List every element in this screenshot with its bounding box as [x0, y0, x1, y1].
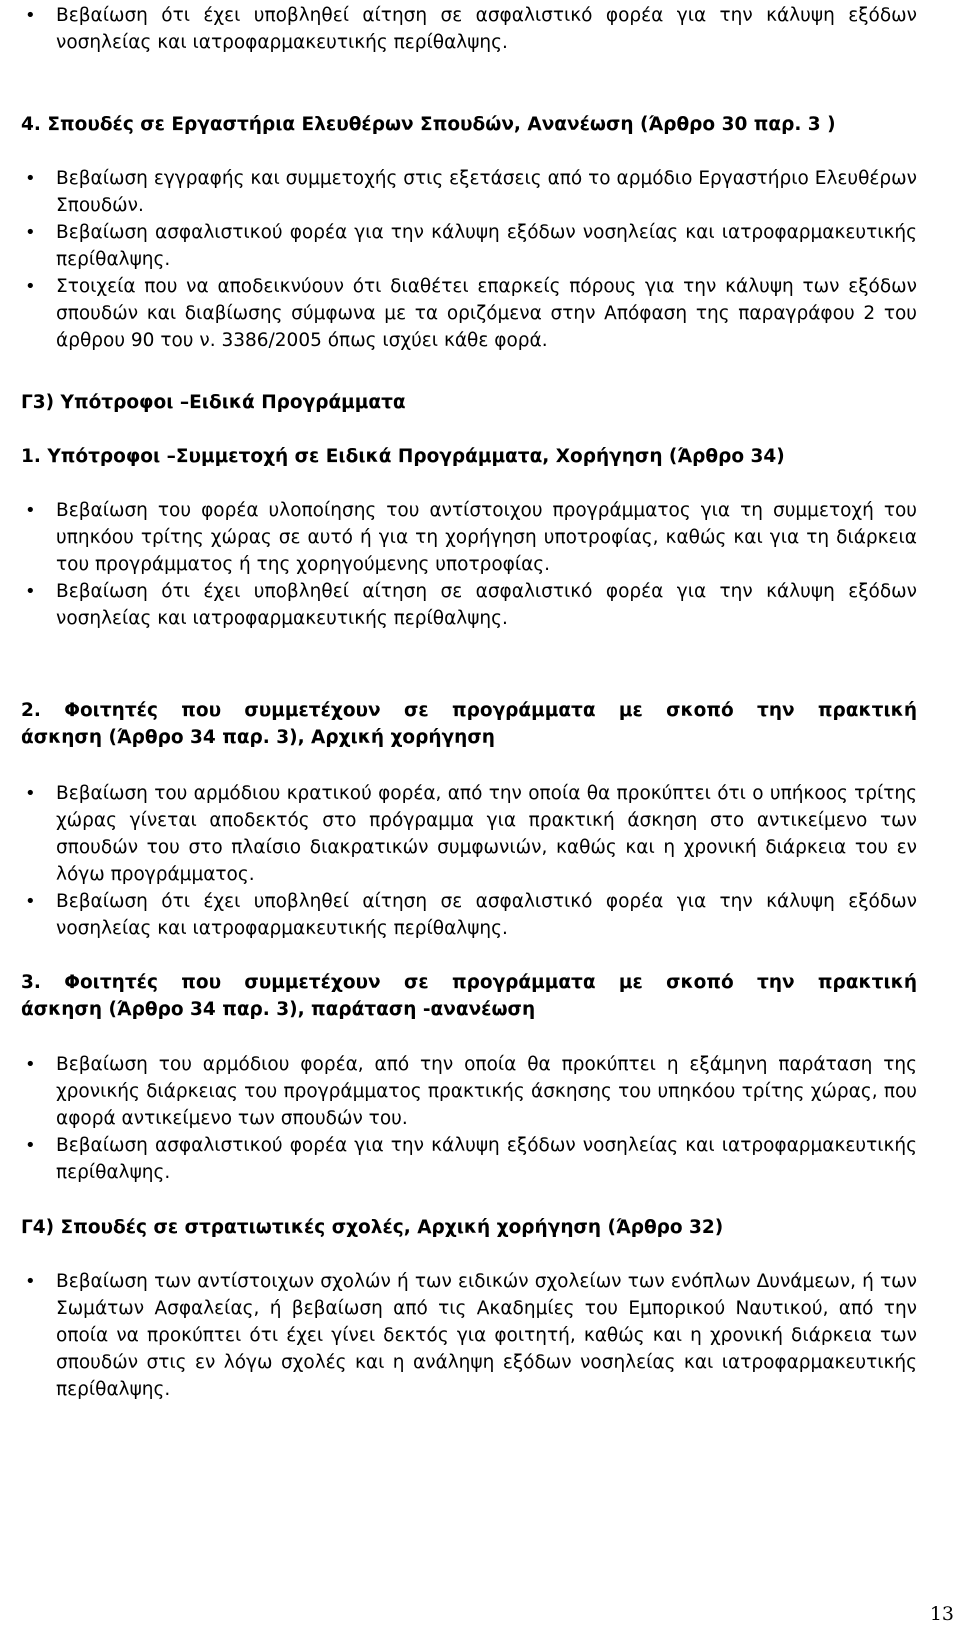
list-item: • Στοιχεία που να αποδεικνύουν ότι διαθέτει επαρκείς πόρους για την κάλυψη των εξόδων σπουδών και διαβίωσης σύμφωνα με τα οριζόμενα στην Απόφαση της παραγράφου 2 του άρθρου 90 του ν. 3386/2005 όπως ισχύει κάθε φορά. [21, 273, 917, 354]
list-item: • Βεβαίωση ότι έχει υποβληθεί αίτηση σε ασφαλιστικό φορέα για την κάλυψη εξόδων νοσηλείας και ιατροφαρμακευτικής περίθαλψης. [21, 888, 917, 942]
list-item: • Βεβαίωση ασφαλιστικού φορέα για την κάλυψη εξόδων νοσηλείας και ιατροφαρμακευτικής περίθαλψης. [21, 1132, 917, 1186]
bullet-list [21, 1051, 917, 1186]
section-heading: Γ4) Σπουδές σε στρατιωτικές σχολές, Αρχική χορήγηση (Άρθρο 32) [21, 1217, 724, 1238]
bullet-list [21, 497, 917, 632]
page-number: 13 [929, 1603, 954, 1625]
section-heading: 4. Σπουδές σε Εργαστήρια Ελευθέρων Σπουδών, Ανανέωση (Άρθρο 30 παρ. 3 ) [21, 114, 836, 135]
list-item: • Βεβαίωση του αρμόδιου φορέα, από την οποία θα προκύπτει η εξάμηνη παράταση της χρονικής διάρκειας του προγράμματος πρακτικής άσκησης του υπηκόου τρίτης χώρας, που αφορά αντικείμενο των σπουδών του. [21, 1051, 917, 1132]
list-item: • Βεβαίωση του φορέα υλοποίησης του αντίστοιχου προγράμματος για τη συμμετοχή του υπηκόου τρίτης χώρας σε αυτό ή για τη χορήγηση υποτροφίας, καθώς και για τη διάρκεια του προγράμματος ή της χορηγούμενης υποτροφίας. [21, 497, 917, 578]
subsection-heading: 1. Υπότροφοι –Συμμετοχή σε Ειδικά Προγράμματα, Χορήγηση (Άρθρο 34) [21, 446, 785, 467]
bullet-list [21, 1268, 917, 1403]
list-item: • Βεβαίωση του αρμόδιου κρατικού φορέα, από την οποία θα προκύπτει ότι ο υπήκοος τρίτης χώρας γίνεται αποδεκτός στο πρόγραμμα για πρακτική άσκηση στο αντικείμενο των σπουδών του στο πλαίσιο διακρατικών συμφωνιών, καθώς και η χρονική διάρκεια του εν λόγω προγράμματος. [21, 780, 917, 888]
list-item: • Βεβαίωση ότι έχει υποβληθεί αίτηση σε ασφαλιστικό φορέα για την κάλυψη εξόδων νοσηλείας και ιατροφαρμακευτικής περίθαλψης. [21, 2, 917, 56]
section-heading: Γ3) Υπότροφοι –Ειδικά Προγράμματα [21, 392, 406, 413]
bullet-list [21, 165, 917, 354]
subsection-heading: 3. Φοιτητές που συμμετέχουν σε προγράμματα με σκοπό την πρακτική άσκηση (Άρθρο 34 παρ. 3), παράταση -ανανέωση [21, 972, 917, 1020]
subsection-heading: 2. Φοιτητές που συμμετέχουν σε προγράμματα με σκοπό την πρακτική άσκηση (Άρθρο 34 παρ. 3), Αρχική χορήγηση [21, 700, 917, 748]
list-item: • Βεβαίωση των αντίστοιχων σχολών ή των ειδικών σχολείων των ενόπλων Δυνάμεων, ή των Σωμάτων Ασφαλείας, ή βεβαίωση από τις Ακαδημίες του Εμπορικού Ναυτικού, από την οποία να προκύπτει ότι έχει γίνει δεκτός για φοιτητή, καθώς και η χρονική διάρκεια των σπουδών στις εν λόγω σχολές και η ανάληψη εξόδων νοσηλείας και ιατροφαρμακευτικής περίθαλψης. [21, 1268, 917, 1403]
bullet-list [21, 780, 917, 942]
list-item: • Βεβαίωση ασφαλιστικού φορέα για την κάλυψη εξόδων νοσηλείας και ιατροφαρμακευτικής περίθαλψης. [21, 219, 917, 273]
list-item: • Βεβαίωση ότι έχει υποβληθεί αίτηση σε ασφαλιστικό φορέα για την κάλυψη εξόδων νοσηλείας και ιατροφαρμακευτικής περίθαλψης. [21, 578, 917, 632]
list-item: • Βεβαίωση εγγραφής και συμμετοχής στις εξετάσεις από το αρμόδιο Εργαστήριο Ελευθέρων Σπουδών. [21, 165, 917, 219]
